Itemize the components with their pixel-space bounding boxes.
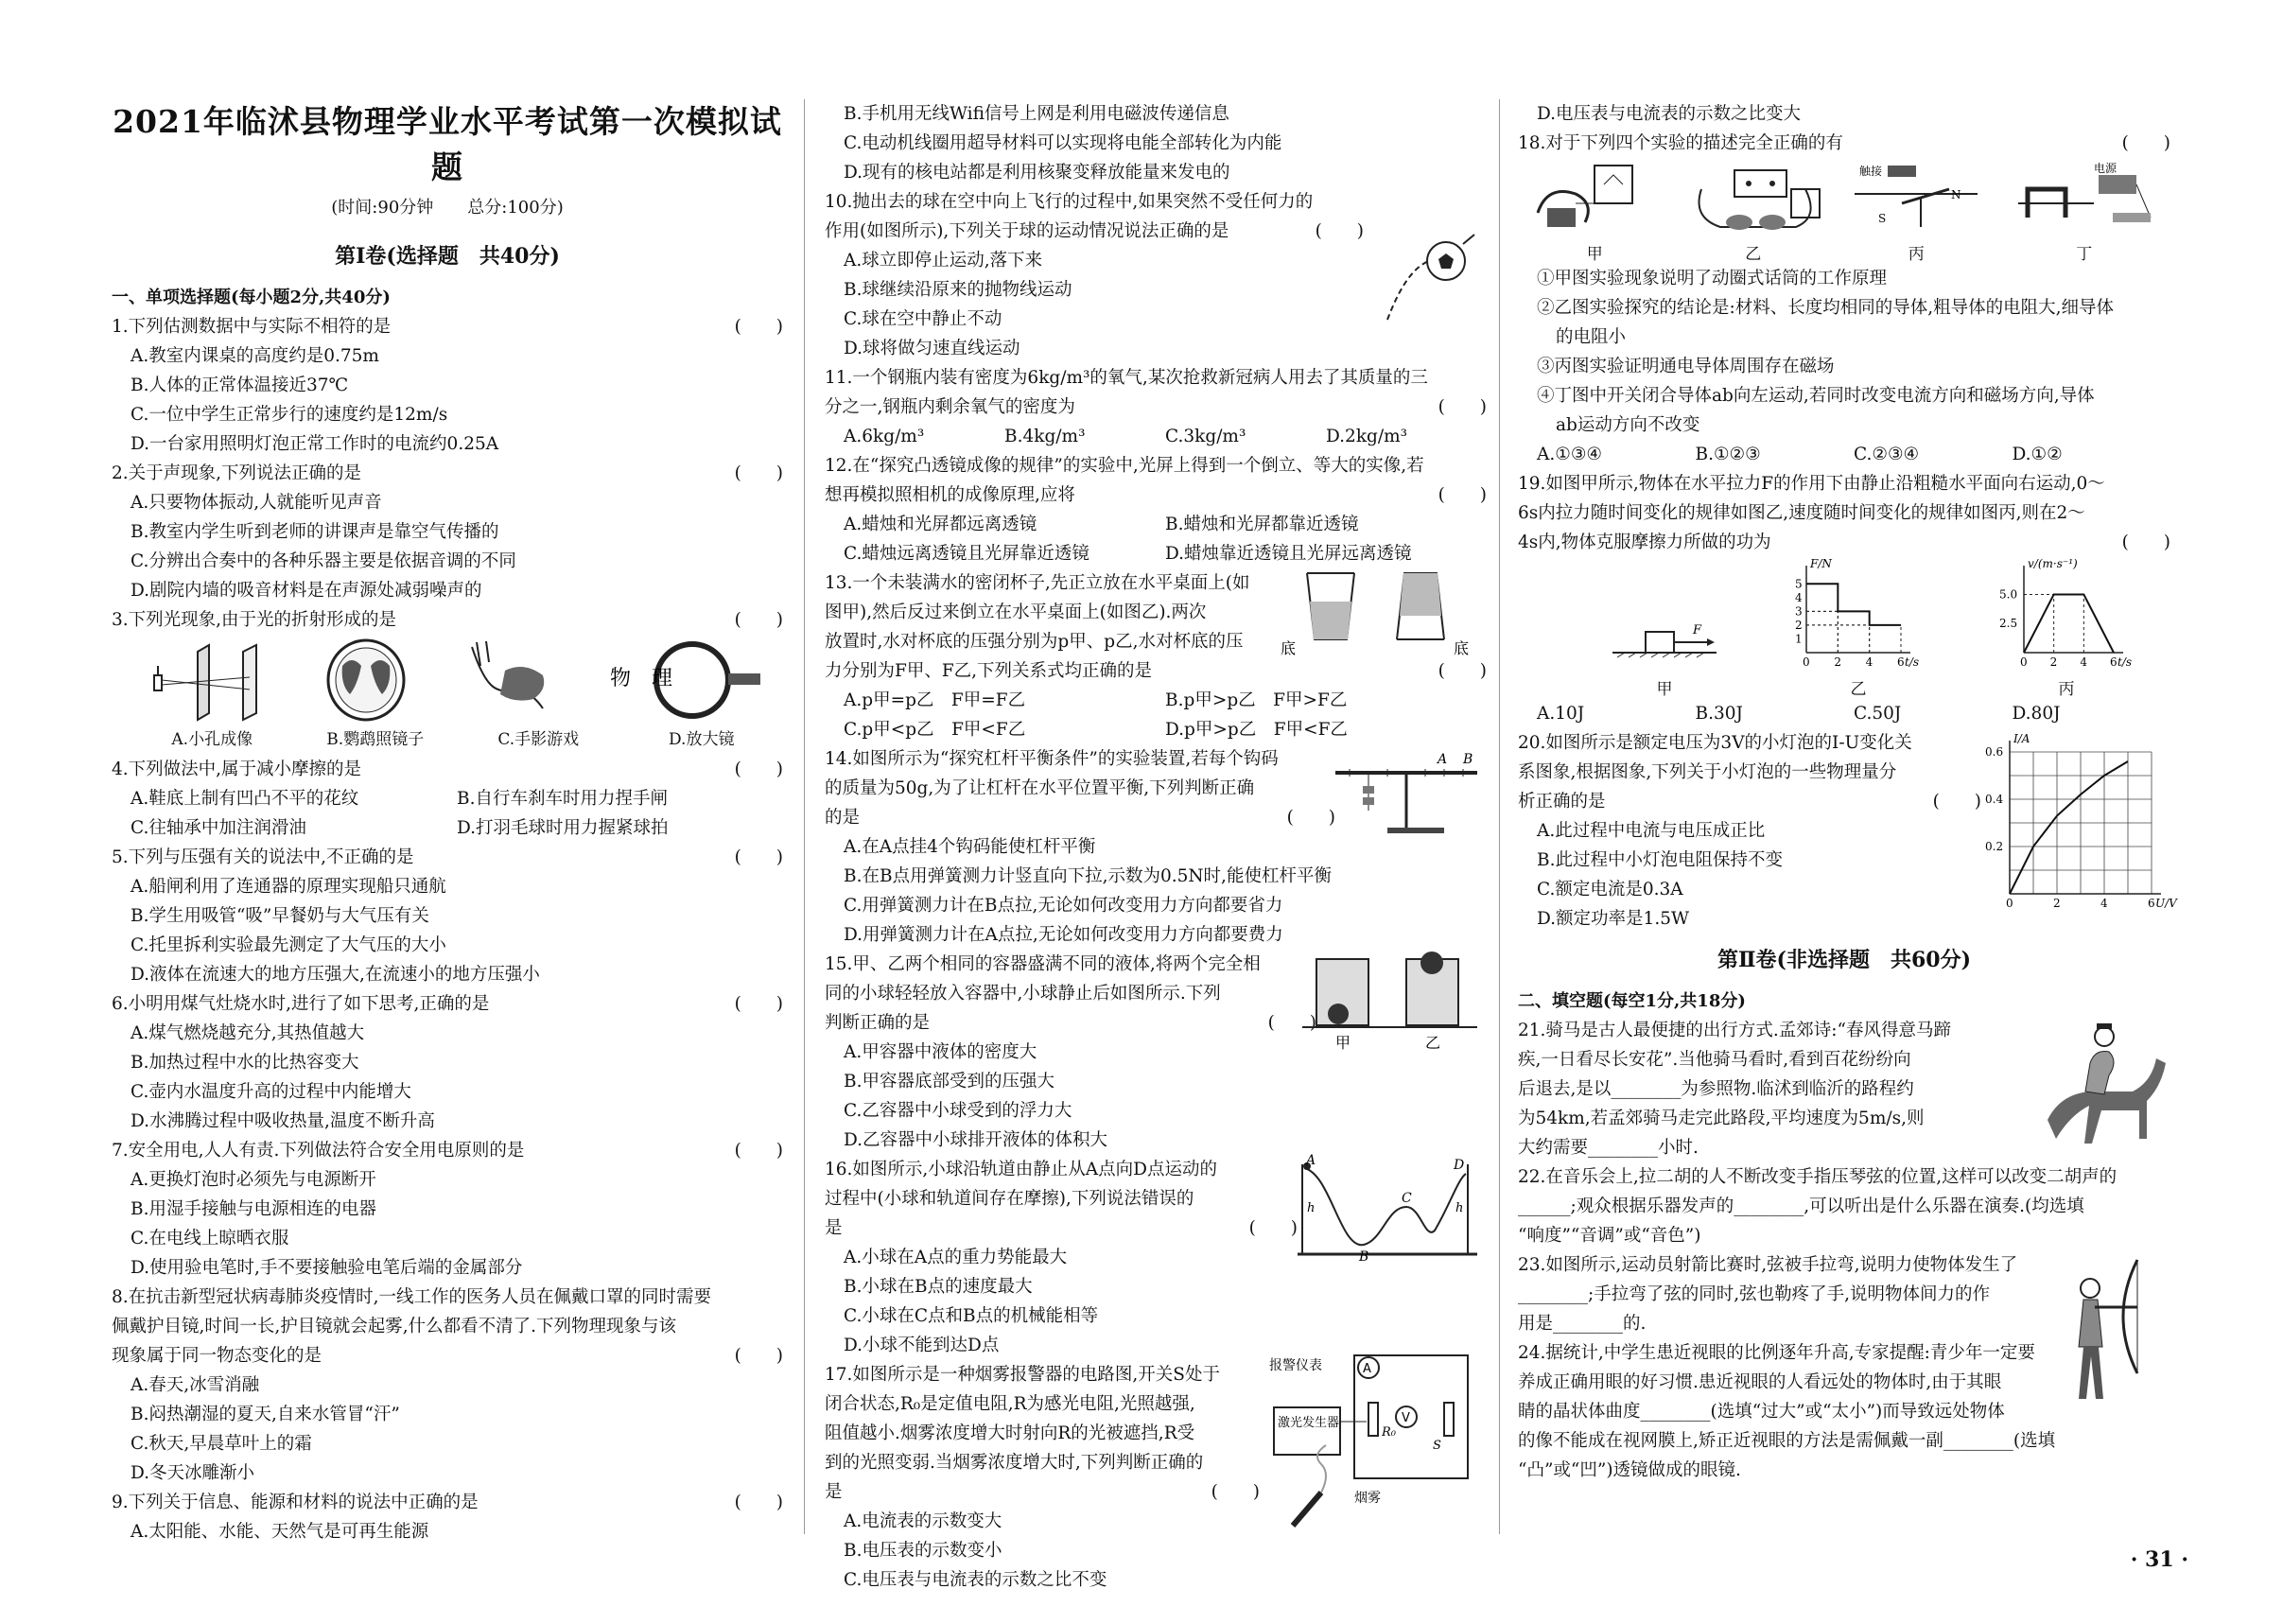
option: C.小球在C点和B点的机械能相等 — [844, 1306, 1099, 1326]
x-tick-label: 4 — [2080, 655, 2087, 669]
question-stem: 12.在“探究凸透镜成像的规律”的实验中,光屏上得到一个倒立、等大的实像,若 — [825, 456, 1424, 476]
track-point-label: B — [1359, 1249, 1369, 1265]
voltmeter-symbol: V — [1402, 1411, 1410, 1425]
option: A.甲容器中液体的密度大 — [844, 1042, 1037, 1062]
option: A.太阳能、水能、天然气是可再生能源 — [131, 1522, 429, 1542]
option: D.使用验电笔时,手不要接触验电笔后端的金属部分 — [131, 1258, 523, 1278]
power-source-label: 电源 — [2093, 162, 2117, 175]
y-axis-label: v/(m·s⁻¹) — [2028, 557, 2078, 570]
option: C.往轴承中加注润滑油 — [131, 818, 306, 838]
x-axis-label: t/s — [1905, 655, 1920, 669]
option: A.电流表的示数变大 — [844, 1511, 1002, 1531]
option: C.球在空中静止不动 — [844, 309, 1002, 329]
figure-caption: 丁 — [2076, 245, 2093, 264]
pinhole-figure — [150, 637, 273, 723]
option: B.用湿手接触与电源相连的电器 — [131, 1199, 376, 1219]
question-stem: 7.安全用电,人人有责.下列做法符合安全用电原则的是 — [112, 1141, 525, 1161]
question-9-continued — [825, 99, 1487, 187]
iu-chart — [1981, 728, 2177, 917]
option: B.手机用无线Wifi信号上网是利用电磁波传递信息 — [844, 104, 1229, 124]
question-stem: 6s内拉力随时间变化的规律如图乙,速度随时间变化的规律如图丙,则在2～ — [1518, 503, 2085, 523]
question-stem: 用是________的. — [1518, 1314, 1647, 1334]
touch-label: 触接 — [1859, 165, 1883, 178]
data-line — [2024, 594, 2114, 653]
option: B.30J — [1695, 704, 1743, 724]
question-1 — [112, 312, 783, 459]
option: B.p甲>p乙 F甲>F乙 — [1165, 690, 1348, 710]
pole-label: N — [1951, 188, 1961, 201]
x-tick-label: 0 — [1803, 655, 1810, 669]
question-16 — [825, 1155, 1487, 1360]
y-tick-label: 3 — [1795, 604, 1803, 619]
height-label: h — [1307, 1201, 1316, 1215]
question-stem: 系图象,根据图象,下列关于小灯泡的一些物理量分 — [1518, 762, 1897, 782]
option: B.电压表的示数变小 — [844, 1541, 1002, 1561]
force-time-chart — [1787, 558, 1929, 672]
option: A.更换灯泡时必须先与电源断开 — [131, 1170, 376, 1190]
exam-time-info: (时间:90分钟 总分:100分) — [331, 198, 564, 218]
question-24 — [1518, 1338, 2170, 1485]
x-tick-label: 4 — [1865, 655, 1873, 669]
containers-figure — [1302, 950, 1482, 1054]
question-stem: 的是 — [825, 808, 861, 828]
part2-title: 第Ⅱ卷(非选择题 共60分) — [1717, 948, 1971, 972]
question-stem: 10.抛出去的球在空中向上飞行的过程中,如果突然不受任何力的 — [825, 192, 1314, 212]
option: A.①③④ — [1537, 445, 1602, 464]
question-stem: 分之一,钢瓶内剩余氧气的密度为 — [825, 397, 1075, 417]
question-stem: 13.一个未装满水的密闭杯子,先正立放在水平桌面上(如 — [825, 573, 1250, 593]
answer-paren: ( ) — [1438, 397, 1487, 417]
question-12 — [825, 451, 1487, 568]
cup-bottom-label: 底 — [1454, 639, 1470, 657]
question-21 — [1518, 1016, 2170, 1162]
statement: ②乙图实验探究的结论是:材料、长度均相同的导体,粗导体的电阻大,细导体 — [1537, 298, 2114, 318]
option: B.球继续沿原来的抛物线运动 — [844, 280, 1072, 300]
option: C.额定电流是0.3A — [1537, 880, 1683, 899]
y-tick-label: 2 — [1795, 618, 1803, 632]
answer-paren: ( ) — [734, 610, 783, 630]
question-3 — [112, 605, 783, 755]
question-stem: 图甲),然后反过来倒立在水平桌面上(如图乙).两次 — [825, 602, 1207, 622]
option: A.6kg/m³ — [844, 427, 925, 446]
answer-paren: ( ) — [2121, 533, 2170, 552]
q19-figures — [1518, 557, 2170, 699]
option: D.用弹簧测力计在A点拉,无论如何改变用力方向都要费力 — [844, 925, 1283, 945]
answer-paren: ( ) — [734, 994, 783, 1014]
question-stem: 到的光照变弱.当烟雾浓度增大时,下列判断正确的 — [825, 1453, 1204, 1473]
answer-paren: ( ) — [2121, 133, 2170, 153]
resistor-r0-label: S — [1433, 1439, 1441, 1453]
experiment-bing-figure — [1845, 161, 1987, 236]
column-3 — [1518, 99, 2177, 1534]
part1-title: 第Ⅰ卷(选择题 共40分) — [335, 244, 560, 269]
question-7 — [112, 1136, 783, 1283]
y-tick-label: 0.6 — [1985, 745, 2004, 759]
question-stem: 为54km,若孟郊骑马走完此路段,平均速度为5m/s,则 — [1518, 1109, 1925, 1128]
statement: ab运动方向不改变 — [1556, 415, 1700, 435]
question-stem: 睛的晶状体曲度________(选填“过大”或“太小”)而导致远处物体 — [1518, 1402, 2005, 1422]
question-stem: 1.下列估测数据中与实际不相符的是 — [112, 317, 392, 337]
question-stem: 想再模拟照相机的成像原理,应将 — [825, 485, 1075, 505]
option: D.乙容器中小球排开液体的体积大 — [844, 1130, 1108, 1150]
question-stem: 6.小明用煤气灶烧水时,进行了如下思考,正确的是 — [112, 994, 490, 1014]
option: D.小球不能到达D点 — [844, 1336, 1000, 1355]
column-2 — [825, 99, 1487, 1590]
option: A.春天,冰雪消融 — [131, 1375, 260, 1395]
lever-figure — [1331, 744, 1482, 839]
x-tick-label: 2 — [1834, 655, 1841, 669]
question-stem: 5.下列与压强有关的说法中,不正确的是 — [112, 847, 414, 867]
option: A.p甲=p乙 F甲=F乙 — [844, 690, 1026, 710]
velocity-time-chart — [1995, 558, 2137, 672]
question-stem: 现象属于同一物态变化的是 — [112, 1346, 322, 1366]
x-axis-label: t/s — [2117, 655, 2133, 669]
option: C.一位中学生正常步行的速度约是12m/s — [131, 405, 448, 425]
option: B.自行车刹车时用力捏手闸 — [457, 789, 668, 809]
option: A.鞋底上制有凹凸不平的花纹 — [131, 789, 359, 809]
question-stem: 疾,一日看尽长安花”.当他骑马看时,看到百花纷纷向 — [1518, 1050, 1911, 1070]
option: C.手影游戏 — [497, 730, 580, 749]
statement: ①甲图实验现象说明了动圈式话筒的工作原理 — [1537, 269, 1888, 288]
answer-paren: ( ) — [1211, 1482, 1260, 1502]
question-stem: 19.如图甲所示,物体在水平拉力F的作用下由静止沿粗糙水平面向右运动,0～ — [1518, 474, 2105, 494]
x-tick-label: 0 — [2020, 655, 2028, 669]
question-stem: 放置时,水对杯底的压强分别为p甲、p乙,水对杯底的压 — [825, 632, 1244, 652]
y-tick-label: 2.5 — [1999, 617, 2018, 631]
data-line — [2010, 761, 2128, 894]
option: C.用弹簧测力计在B点拉,无论如何改变用力方向都要省力 — [844, 896, 1283, 916]
track-figure — [1293, 1155, 1482, 1264]
option: D.冬天冰雕渐小 — [131, 1463, 255, 1483]
y-tick-label: 5.0 — [1999, 587, 2018, 602]
q3-figures — [112, 635, 783, 725]
question-stem: 18.对于下列四个实验的描述完全正确的有 — [1518, 133, 1843, 153]
cup-figure — [1279, 568, 1477, 658]
soccer-ball-figure — [1378, 216, 1482, 329]
question-stem: “凸”或“凹”)透镜做成的眼镜. — [1518, 1460, 1741, 1480]
option: B.人体的正常体温接近37℃ — [131, 375, 349, 395]
question-4 — [112, 755, 783, 843]
column-1 — [112, 99, 783, 1542]
question-stem: 是 — [825, 1482, 843, 1502]
question-stem: 20.如图所示是额定电压为3V的小灯泡的I-U变化关 — [1518, 733, 1912, 753]
answer-paren: ( ) — [734, 1346, 783, 1366]
option: D.一台家用照明灯泡正常工作时的电流约0.25A — [131, 434, 499, 454]
option: D.球将做匀速直线运动 — [844, 339, 1020, 358]
option: D.电压表与电流表的示数之比变大 — [1537, 104, 1802, 124]
answer-paren: ( ) — [1267, 1013, 1316, 1033]
smoke-label: 烟雾 — [1354, 1491, 1381, 1506]
answer-paren: ( ) — [734, 760, 783, 779]
question-10 — [825, 187, 1487, 363]
option: D.液体在流速大的地方压强大,在流速小的地方压强小 — [131, 965, 540, 985]
question-stem: 过程中(小球和轨道间存在摩擦),下列说法错误的 — [825, 1189, 1194, 1209]
question-22 — [1518, 1162, 2170, 1250]
option: B.鹦鹉照镜子 — [326, 730, 425, 749]
option: A.球立即停止运动,落下来 — [844, 251, 1043, 271]
option: B.学生用吸管“吸”早餐奶与大气压有关 — [131, 906, 429, 926]
option: A.此过程中电流与电压成正比 — [1537, 821, 1766, 841]
question-stem: ______;观众根据乐器发声的________,可以听出是什么乐器在演奏.(均选填 — [1518, 1196, 2084, 1216]
option: A.煤气燃烧越充分,其热值越大 — [131, 1023, 365, 1043]
answer-paren: ( ) — [734, 317, 783, 337]
section-heading: 一、单项选择题(每小题2分,共40分) — [112, 288, 391, 307]
x-tick-label: 6 — [2110, 655, 2117, 669]
option: B.加热过程中水的比热容变大 — [131, 1053, 359, 1073]
statement: ④丁图中开关闭合导体ab向左运动,若同时改变电流方向和磁场方向,导体 — [1537, 386, 2095, 406]
option: C.电压表与电流表的示数之比不变 — [844, 1570, 1107, 1590]
question-stem: 作用(如图所示),下列关于球的运动情况说法正确的是 — [825, 221, 1229, 241]
figure-caption: 丙 — [1908, 245, 1925, 264]
resistor-label: R₀ — [1382, 1425, 1396, 1440]
question-stem: 9.下列关于信息、能源和材料的说法中正确的是 — [112, 1493, 479, 1512]
option: C.电动机线圈用超导材料可以实现将电能全部转化为内能 — [844, 133, 1282, 153]
track-point-label: D — [1454, 1158, 1465, 1173]
y-tick-label: 0.4 — [1985, 793, 2004, 806]
y-tick-label: 4 — [1795, 590, 1803, 604]
lever-point-label: A — [1438, 752, 1448, 767]
magnifier-text-small: 物 理 — [609, 667, 672, 690]
y-axis-label: F/N — [1810, 557, 1832, 570]
track-point-label: C — [1402, 1191, 1412, 1206]
question-stem: 8.在抗击新型冠状病毒肺炎疫情时,一线工作的医务人员在佩戴口罩的同时需要 — [112, 1287, 712, 1307]
option: A.小球在A点的重力势能最大 — [844, 1248, 1068, 1267]
question-stem: 闭合状态,R₀是定值电阻,R为感光电阻,光照越强, — [825, 1394, 1195, 1414]
option: A.在A点挂4个钩码能使杠杆平衡 — [844, 837, 1096, 857]
figure-caption: 甲 — [1586, 245, 1603, 264]
question-stem: 析正确的是 — [1518, 792, 1606, 812]
option: A.蜡烛和光屏都远离透镜 — [844, 515, 1037, 534]
force-label: F — [1693, 623, 1702, 637]
q18-figures — [1518, 158, 2170, 264]
question-20 — [1518, 728, 2177, 934]
option: D.蜡烛靠近透镜且光屏远离透镜 — [1165, 544, 1412, 564]
option: B.①②③ — [1695, 445, 1761, 464]
question-5 — [112, 843, 783, 989]
column-divider — [804, 99, 805, 1534]
y-tick-label: 5 — [1795, 577, 1803, 591]
question-13 — [825, 568, 1487, 744]
smoke-alarm-circuit — [1264, 1351, 1482, 1540]
question-stem: 4s内,物体克服摩擦力所做的功为 — [1518, 533, 1771, 552]
answer-paren: ( ) — [734, 847, 783, 867]
option: C.50J — [1854, 704, 1902, 724]
y-tick-label: 0.2 — [1985, 840, 2004, 853]
page-title: 2021年临沭县物理学业水平考试第一次模拟试题 — [113, 103, 782, 185]
option: B.闷热潮湿的夏天,自来水管冒“汗” — [131, 1405, 400, 1424]
ammeter-symbol: A — [1363, 1362, 1371, 1376]
option: A.只要物体振动,人就能听见声音 — [131, 493, 382, 513]
question-stem: 判断正确的是 — [825, 1013, 931, 1033]
question-stem: 23.如图所示,运动员射箭比赛时,弦被手拉弯,说明力使物体发生了 — [1518, 1255, 2018, 1275]
cup-bottom-label: 底 — [1281, 639, 1297, 657]
option: B.教室内学生听到老师的讲课声是靠空气传播的 — [131, 522, 499, 542]
option: C.乙容器中小球受到的浮力大 — [844, 1101, 1072, 1121]
answer-paren: ( ) — [734, 1141, 783, 1161]
question-stem: 3.下列光现象,由于光的折射形成的是 — [112, 610, 397, 630]
option: A.小孔成像 — [171, 730, 253, 749]
question-stem: 16.如图所示,小球沿轨道由静止从A点向D点运动的 — [825, 1160, 1217, 1179]
x-tick-label: 0 — [2006, 897, 2013, 910]
option: B.甲容器底部受到的压强大 — [844, 1072, 1054, 1091]
option: C.蜡烛远离透镜且光屏靠近透镜 — [844, 544, 1089, 564]
page-number: · 31 · — [2130, 1547, 2188, 1572]
answer-paren: ( ) — [1315, 221, 1364, 241]
x-tick-label: 2 — [2049, 655, 2058, 669]
container-label: 甲 — [1335, 1034, 1351, 1052]
question-2 — [112, 459, 783, 605]
question-18 — [1518, 129, 2170, 469]
question-stem: 24.据统计,中学生患近视眼的比例逐年升高,专家提醒:青少年一定要 — [1518, 1343, 2035, 1363]
answer-paren: ( ) — [1438, 661, 1487, 681]
question-15 — [825, 950, 1487, 1155]
answer-paren: ( ) — [1248, 1218, 1298, 1238]
answer-paren: ( ) — [734, 1493, 783, 1512]
option: B.小球在B点的速度最大 — [844, 1277, 1033, 1297]
answer-paren: ( ) — [1932, 792, 1981, 812]
option: B.蜡烛和光屏都靠近透镜 — [1165, 515, 1359, 534]
question-stem: 14.如图所示为“探究杠杆平衡条件”的实验装置,若每个钩码 — [825, 749, 1279, 769]
magnifier-figure — [602, 637, 763, 723]
answer-paren: ( ) — [1286, 808, 1335, 828]
question-stem: 22.在音乐会上,拉二胡的人不断改变手指压琴弦的位置,这样可以改变二胡声的 — [1518, 1167, 2117, 1187]
question-stem: ________;手拉弯了弦的同时,弦也勒疼了手,说明物体间力的作 — [1518, 1284, 1990, 1304]
question-8 — [112, 1283, 783, 1488]
question-stem: 阻值越小.烟雾浓度增大时射向R的光被遮挡,R受 — [825, 1423, 1195, 1443]
option: A.船闸利用了连通器的原理实现船只通航 — [131, 877, 446, 897]
alarm-meter-label: 报警仪表 — [1269, 1358, 1322, 1373]
option: D.p甲>p乙 F甲<F乙 — [1165, 720, 1348, 740]
answer-paren: ( ) — [1438, 485, 1487, 505]
experiment-ding-figure — [2009, 161, 2160, 236]
question-stem: 大约需要________小时. — [1518, 1138, 1699, 1158]
question-stem: 15.甲、乙两个相同的容器盛满不同的液体,将两个完全相 — [825, 954, 1261, 974]
option: C.p甲<p乙 F甲<F乙 — [844, 720, 1026, 740]
option: C.分辨出合奏中的各种乐器主要是依据音调的不同 — [131, 551, 516, 571]
figure-caption: 甲 — [1656, 680, 1673, 699]
question-stem: 养成正确用眼的好习惯.患近视眼的人看远处的物体时,由于其眼 — [1518, 1372, 2002, 1392]
question-23 — [1518, 1250, 2170, 1338]
height-label: h — [1455, 1201, 1464, 1215]
option: D.水沸腾过程中吸收热量,温度不断升高 — [131, 1111, 435, 1131]
question-9 — [112, 1488, 783, 1546]
figure-caption: 乙 — [1850, 680, 1867, 699]
option: D.2kg/m³ — [1326, 427, 1408, 446]
question-stem: 的像不能成在视网膜上,矫正近视眼的方法是需佩戴一副________(选填 — [1518, 1431, 2056, 1451]
option: C.3kg/m³ — [1165, 427, 1246, 446]
question-6 — [112, 989, 783, 1136]
parrot-mirror-figure — [314, 637, 418, 723]
option: C.在电线上晾晒衣服 — [131, 1229, 289, 1249]
option: D.剧院内墙的吸音材料是在声源处减弱噪声的 — [131, 581, 482, 601]
container-label: 乙 — [1425, 1034, 1441, 1052]
option: D.打羽毛球时用力握紧球拍 — [457, 818, 669, 838]
question-stem: 同的小球轻轻放入容器中,小球静止后如图所示.下列 — [825, 984, 1221, 1004]
y-tick-label: 1 — [1795, 632, 1803, 646]
question-stem: 佩戴护目镜,时间一长,护目镜就会起雾,什么都看不清了.下列物理现象与该 — [112, 1317, 677, 1336]
x-tick-label: 2 — [2053, 897, 2061, 910]
question-stem: 力分别为F甲、F乙,下列关系式均正确的是 — [825, 661, 1153, 681]
question-stem: 后退去,是以________为参照物.临沭到临沂的路程约 — [1518, 1079, 1914, 1099]
option: C.托里拆利实验最先测定了大气压的大小 — [131, 935, 446, 955]
option: D.放大镜 — [669, 730, 735, 749]
track-point-label: A — [1306, 1153, 1316, 1168]
data-line — [1806, 584, 1901, 625]
option: B.在B点用弹簧测力计竖直向下拉,示数为0.5N时,能使杠杆平衡 — [844, 866, 1332, 886]
question-stem: 的质量为50g,为了让杠杆在水平位置平衡,下列判断正确 — [825, 778, 1255, 798]
lever-point-label: B — [1463, 752, 1473, 767]
figure-caption: 丙 — [2058, 680, 2075, 699]
figure-caption: 乙 — [1745, 245, 1762, 264]
option: A.教室内课桌的高度约是0.75m — [131, 346, 379, 366]
option: A.10J — [1537, 704, 1585, 724]
x-axis-label: U/V — [2155, 897, 2177, 910]
x-tick-label: 6 — [2148, 897, 2155, 910]
hand-shadow-figure — [458, 637, 562, 723]
question-stem: 2.关于声现象,下列说法正确的是 — [112, 463, 362, 483]
laser-generator-label: 激光发生器 — [1278, 1416, 1340, 1430]
question-stem: 4.下列做法中,属于减小摩擦的是 — [112, 760, 362, 779]
option: D.80J — [2012, 704, 2061, 724]
statement: ③丙图实验证明通电导体周围存在磁场 — [1537, 357, 1835, 376]
option: B.此过程中小灯泡电阻保持不变 — [1537, 850, 1783, 870]
question-11 — [825, 363, 1487, 451]
column-divider — [1499, 99, 1500, 1534]
option: B.4kg/m³ — [1004, 427, 1086, 446]
experiment-jia-figure — [1528, 161, 1661, 236]
option: C.秋天,早晨草叶上的霜 — [131, 1434, 312, 1454]
block-on-surface-figure — [1608, 615, 1721, 672]
question-14 — [825, 744, 1487, 950]
section-heading: 二、填空题(每空1分,共18分) — [1518, 991, 1746, 1011]
option: C.②③④ — [1854, 445, 1920, 464]
question-19 — [1518, 469, 2170, 728]
x-tick-label: 6 — [1897, 655, 1905, 669]
question-stem: “响度”“音调”或“音色”) — [1518, 1226, 1701, 1246]
question-stem: 是 — [825, 1218, 843, 1238]
statement: 的电阻小 — [1556, 327, 1627, 347]
horse-rider-figure — [2029, 1016, 2170, 1158]
y-axis-label: I/A — [2013, 732, 2030, 745]
option: D.额定功率是1.5W — [1537, 909, 1689, 929]
question-stem: 21.骑马是古人最便捷的出行方式.孟郊诗:“春风得意马蹄 — [1518, 1021, 1951, 1040]
experiment-yi-figure — [1682, 161, 1824, 236]
x-tick-label: 4 — [2100, 897, 2108, 910]
option: C.壶内水温度升高的过程中内能增大 — [131, 1082, 411, 1102]
option: D.①② — [2012, 445, 2063, 464]
pole-label: S — [1878, 212, 1887, 225]
question-stem: 17.如图所示是一种烟雾报警器的电路图,开关S处于 — [825, 1365, 1220, 1385]
question-17 — [825, 1360, 1487, 1595]
question-stem: 11.一个钢瓶内装有密度为6kg/m³的氧气,某次抢救新冠病人用去了其质量的三 — [825, 368, 1428, 388]
answer-paren: ( ) — [734, 463, 783, 483]
option: D.现有的核电站都是利用核聚变释放能量来发电的 — [844, 163, 1230, 183]
